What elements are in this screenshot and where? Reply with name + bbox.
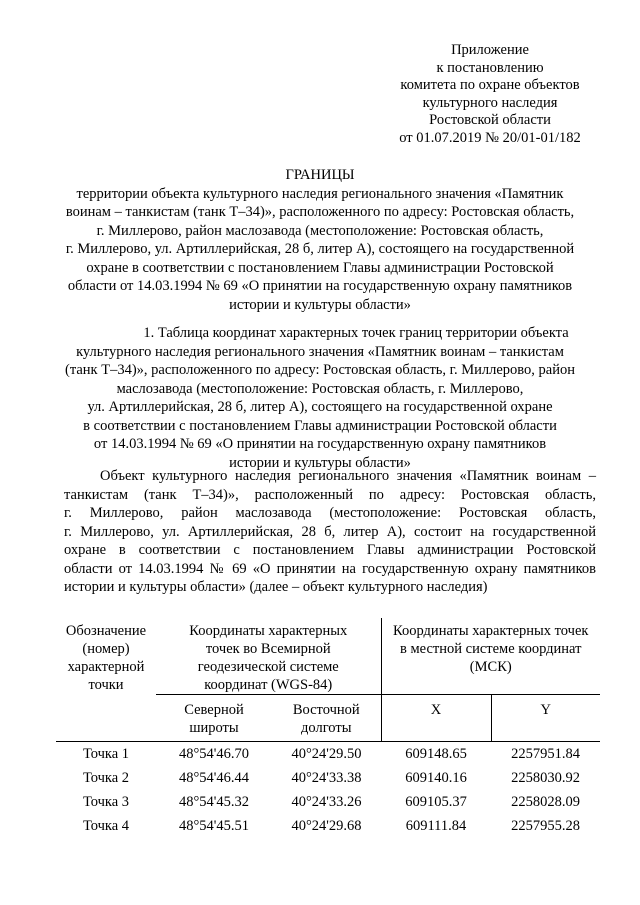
header-msk: Координаты характерных точек в местной системе координат (МСК): [381, 618, 600, 695]
paragraph-line: области от 14.03.1994 № 69 «О принятии на государственную охрану памятников: [64, 560, 596, 577]
coordinates-table: [56, 618, 600, 838]
paragraph-line: танкистам (танк Т–34)», расположенный по адресу: Ростовская область,: [64, 486, 596, 503]
appendix-block: [380, 42, 600, 147]
cell-y: 2257951.84: [491, 742, 600, 767]
cell-y: 2258028.09: [511, 794, 580, 810]
cell-north: 48°54'45.51: [178, 818, 250, 834]
caption-line: от 14.03.1994 № 69 «О принятии на государственную охрану памятников: [93, 436, 547, 452]
cell-east: 40°24'33.26: [291, 794, 362, 810]
subheader-east-longitude: Восточной долготы: [272, 695, 381, 742]
title-line: истории и культуры области»: [229, 296, 411, 313]
table-row: [56, 742, 600, 767]
appendix-line: культурного наследия: [422, 94, 558, 111]
paragraph-line: Объект культурного наследия регионального значения «Памятник воинам –: [100, 468, 596, 484]
cell-north: 48°54'46.70: [156, 742, 272, 767]
paragraph-line: г. Миллерово, район маслозавода (местоположение: Ростовская область,: [64, 505, 596, 521]
cell-point: Точка 2: [82, 770, 130, 786]
object-description-paragraph: [64, 467, 596, 597]
table-caption: [30, 324, 610, 472]
subheader-y: Y: [491, 695, 600, 742]
title-heading: ГРАНИЦЫ: [285, 167, 355, 183]
table-row: [56, 766, 600, 790]
paragraph-line: г. Миллерово, ул. Артиллерийская, 28 б, литер А), состоит на государственной: [64, 523, 596, 540]
cell-point: Точка 1: [56, 742, 156, 767]
cell-point: Точка 3: [82, 794, 130, 810]
caption-line: в соответствии с постановлением Главы администрации Ростовской области: [83, 417, 557, 434]
paragraph-line: истории и культуры области» (далее – объект культурного наследия): [64, 579, 488, 595]
cell-x: 609148.65: [381, 742, 491, 767]
title-line: охране в соответствии с постановлением Главы администрации Ростовской: [86, 259, 554, 276]
cell-y: 2258030.92: [511, 770, 580, 786]
caption-line: истории и культуры области»: [229, 454, 411, 471]
title-line: территории объекта культурного наследия регионального значения «Памятник: [76, 185, 564, 202]
appendix-line: Приложение: [451, 42, 529, 58]
appendix-line: от 01.07.2019 № 20/01-01/182: [399, 129, 581, 146]
caption-line: культурного наследия регионального значения «Памятник воинам – танкистам: [76, 343, 564, 360]
cell-north: 48°54'46.44: [178, 770, 250, 786]
subheader-north-latitude: Северной широты: [156, 695, 272, 742]
appendix-line: комитета по охране объектов: [400, 77, 580, 93]
table-row: [56, 814, 600, 838]
cell-east: 40°24'33.38: [291, 770, 362, 786]
title-line: г. Миллерово, ул. Артиллерийская, 28 б, литер А), состоящего на государственной: [65, 241, 575, 257]
appendix-line: к постановлению: [436, 59, 544, 76]
title-line: области от 14.03.1994 № 69 «О принятии на государственную охрану памятников: [67, 278, 573, 294]
document-title: [40, 166, 600, 314]
table-row: [56, 790, 600, 814]
caption-line: маслозавода (местоположение: Ростовская область, г. Миллерово,: [116, 380, 524, 397]
cell-x: 609140.16: [405, 770, 467, 786]
paragraph-line: охране в соответствии с постановлением Главы администрации Ростовской: [64, 542, 596, 558]
cell-x: 609111.84: [405, 818, 467, 834]
header-wgs84: Координаты характерных точек во Всемирной геодезической системе координат (WGS-84): [189, 623, 348, 693]
cell-east: 40°24'29.50: [272, 742, 381, 767]
subheader-x: X: [381, 695, 491, 742]
title-line: г. Миллерово, район маслозавода (местоположение: Ростовская область,: [96, 222, 544, 239]
caption-line: (танк Т–34)», расположенного по адресу: Ростовская область, г. Миллерово, район: [65, 362, 575, 378]
cell-north: 48°54'45.32: [178, 794, 250, 810]
cell-point: Точка 4: [82, 818, 130, 834]
header-point-designation: Обозначение (номер) характерной точки: [65, 623, 147, 693]
cell-y: 2257955.28: [511, 818, 580, 834]
title-line: воинам – танкистам (танк Т–34)», расположенного по адресу: Ростовская область,: [65, 204, 575, 220]
caption-line: ул. Артиллерийская, 28 б, литер А), состоящего на государственной охране: [87, 399, 553, 415]
cell-x: 609105.37: [405, 794, 467, 810]
appendix-line: Ростовской области: [429, 112, 551, 128]
caption-line: 1. Таблица координат характерных точек границ территории объекта: [143, 325, 569, 341]
cell-east: 40°24'29.68: [291, 818, 362, 834]
